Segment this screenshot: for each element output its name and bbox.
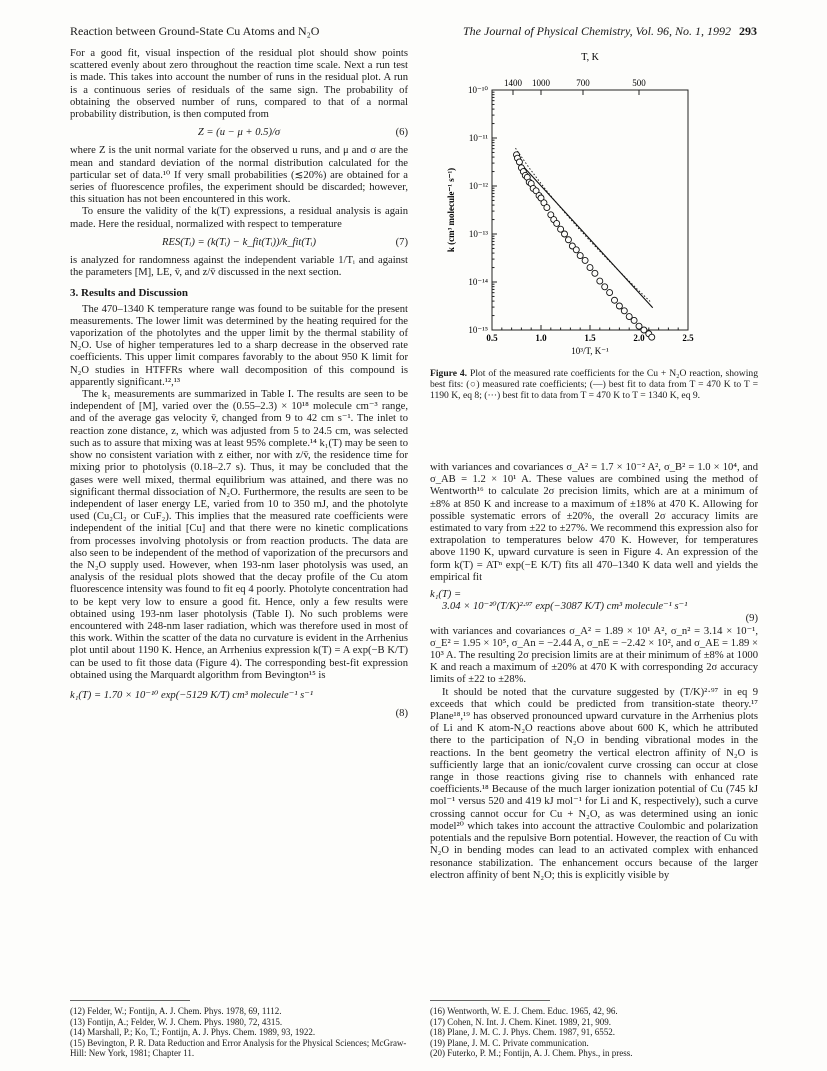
equation-lhs: k₁(T) = xyxy=(430,589,462,601)
running-header-right xyxy=(463,24,757,39)
top-tick-label: 1000 xyxy=(532,78,550,88)
paragraph: with variances and covariances σ_A² = 1.7 × 10⁻² A², σ_B² = 1.0 × 10⁴, and σ_AB = 1.2 × 10¹ A. These values are combined using the method of Wentworth¹⁶ to calculate 2σ precision limits, which are at a minimum of ±8% at 850 K and increase to a maximum of ±18% at 470 K. Allowing for possible systematic errors of ±20%, the overall 2σ accuracy limits are estimated to vary from ±22 to ±27%. We recommend this expression also for extrapolation to temperatures below 470 K. However, for temperatures above 1190 K, upward curvature is seen in Figure 4. An expression of the form k(T) = ATⁿ exp(−E K/T) fits all 470–1340 K data well and yields the empirical fit xyxy=(430,462,758,583)
x-tick-label: 2.0 xyxy=(633,333,645,343)
reference-item: (14) Marshall, P.; Ko, T.; Fontijn, A. J. Phys. Chem. 1989, 93, 1922. xyxy=(70,1027,316,1037)
y-tick-label: 10⁻¹³ xyxy=(468,229,488,239)
equation-body: Z = (u − μ + 0.5)/σ xyxy=(197,127,281,139)
data-point xyxy=(612,297,618,303)
reference-item: (18) Plane, J. M. C. J. Phys. Chem. 1987, 91, 6552. xyxy=(430,1027,616,1037)
y-tick-label: 10⁻¹⁰ xyxy=(467,85,488,95)
x-tick-label: 1.5 xyxy=(584,333,596,343)
equation-number: (9) xyxy=(745,613,758,625)
plot-frame xyxy=(492,90,688,330)
data-point xyxy=(516,159,522,165)
top-tick-label: 500 xyxy=(632,78,646,88)
x-tick-label: 1.0 xyxy=(535,333,547,343)
caption-label: Figure 4. xyxy=(430,368,468,379)
y-tick-label: 10⁻¹² xyxy=(468,181,488,191)
references-right xyxy=(430,1006,758,1059)
data-point xyxy=(573,247,579,253)
paragraph: For a good fit, visual inspection of the residual plot should show points scattered evenly about zero throughout the reaction time scale. Next a run test is made. This takes into account the number of runs in the residual plot. A run is a continuous series of residuals of the same sign. The probability of obtaining the observed number of runs, compared to that of a normal probability distribution, is then computed from xyxy=(70,48,408,121)
reference-item: (13) Fontijn, A.; Felder, W. J. Chem. Phys. 1980, 72, 4315. xyxy=(70,1016,283,1027)
caption-text: Plot of the measured rate coefficients for the Cu + N₂O reaction, showing best fits: (○) measured rate coefficients; (—) best fit to data from T = 470 K to T = 1190 K, eq 8; (···) best fit to data from T = 470 K to T = 1340 K, eq 9. xyxy=(430,368,758,401)
y-tick-label: 10⁻¹¹ xyxy=(468,133,488,143)
paragraph: The k₁ measurements are summarized in Table I. The results are seen to be independent of [M], varied over the (0.55–2.3) × 10¹⁸ molecule cm⁻³ range, and of the average gas velocity v̄, changed from 9 to 42 cm s⁻¹. The inlet to reaction zone distance, z, which was adjusted from 5 to 24.5 cm, was selected such as to assure that mixing was at least 95% complete.¹⁴ k₁(T) may be seen to show no consistent variation with z either, nor with z/v̄, the residence time for mixing prior to photolysis (0.18–2.7 s). Thus, it may be concluded that the gases were well mixed, thermal equilibrium was attained, and there was no significant thermal dissociation of N₂O. Furthermore, the results are seen to be independent of laser energy LE, varied from 10 to 350 mJ, and the photolyte used (Cu₂Cl₂ or CuF₂). This implies that the measured rate coefficients were independent of the initial [Cu] and that there were no kinetic complications from processes involving photolysis or from reaction products. The data are also seen to be independent of the method of vaporization of the precursors and the N₂O supply used. However, when 193-nm laser photolysis was used, an analysis of the residual plots showed that the decay profile of the Cu atom fluorescence intensity was found to fit eq 4 poorly. Photolyte concentration had to be kept very low to ensure a good fit. Hence, only a few results were obtained using 193-nm laser photolysis (Table I). No such problems were encountered with 248-nm laser radiation, which was therefore used in most of this work. Within the scatter of the data no curvature is evident in the Arrhenius plot until about 1190 K. Hence, an Arrhenius expression k(T) = A exp(−B K/T) can be used to fit those data (Figure 4). The corresponding best-fit expression obtained using the Marquardt algorithm from Bevington¹⁵ is xyxy=(70,389,408,681)
equation-8 xyxy=(70,690,408,702)
equation-body: k₁(T) = 1.70 × 10⁻¹⁰ exp(−5129 K/T) cm³ molecule⁻¹ s⁻¹ xyxy=(70,689,314,701)
data-point xyxy=(565,237,571,243)
equation-number: (8) xyxy=(395,708,408,720)
x-tick-label: 2.5 xyxy=(682,333,694,343)
data-point xyxy=(607,290,613,296)
page-number: 293 xyxy=(739,24,757,38)
equation-9 xyxy=(430,589,758,626)
equation-6 xyxy=(70,127,408,139)
footnote-rule-right xyxy=(430,1000,550,1001)
data-point xyxy=(592,270,598,276)
reference-item: (19) Plane, J. M. C. Private communication. xyxy=(430,1037,589,1048)
footnote-rule-left xyxy=(70,1000,190,1001)
data-point xyxy=(602,284,608,290)
equation-number: (6) xyxy=(395,127,408,139)
top-axis-title: T, K xyxy=(581,52,599,63)
paragraph: The 470–1340 K temperature range was found to be suitable for the present measurements. The lower limit was determined by the heating required for the vaporization of the photolytes and the upper limit by the thermal stability of N₂O. Use of higher temperatures led to a sharp decrease in the observed rate coefficients. This upper limit compares favorably to the about 950 K limit for N₂O studies in HTFFRs where wall decomposition of this compound is apparently significant.¹²,¹³ xyxy=(70,303,408,388)
y-tick-label: 10⁻¹⁴ xyxy=(468,277,488,287)
references-left xyxy=(70,1006,408,1059)
fit-line-eq8 xyxy=(516,158,653,308)
top-tick-label: 1400 xyxy=(504,78,522,88)
data-point xyxy=(562,231,568,237)
arrhenius-plot xyxy=(430,48,758,356)
equation-number: (7) xyxy=(395,236,408,248)
right-column xyxy=(430,462,758,882)
data-point xyxy=(582,257,588,263)
data-point xyxy=(649,334,655,340)
data-point xyxy=(577,253,583,259)
paragraph: is analyzed for randomness against the independent variable 1/Tᵢ and against the parameters [M], LE, v̄, and z/v̄ discussed in the next section. xyxy=(70,255,408,279)
x-tick-label: 0.5 xyxy=(486,333,498,343)
journal-citation: The Journal of Physical Chemistry, Vol. 96, No. 1, 1992 xyxy=(463,24,731,38)
equation-body: RES(Tᵢ) = (k(Tᵢ) − k_fit(Tᵢ))/k_fit(Tᵢ) xyxy=(162,236,316,248)
figure-caption xyxy=(430,368,758,401)
data-point xyxy=(616,303,622,309)
top-tick-label: 700 xyxy=(576,78,590,88)
data-point xyxy=(621,308,627,314)
figure-4 xyxy=(430,48,758,356)
reference-item: (17) Cohen, N. Int. J. Chem. Kinet. 1989, 21, 909. xyxy=(430,1016,611,1027)
reference-item: (12) Felder, W.; Fontijn, A. J. Chem. Phys. 1978, 69, 1112. xyxy=(70,1006,282,1016)
paragraph: It should be noted that the curvature suggested by (T/K)²·⁹⁷ in eq 9 exceeds that which could be predicted from transition-state theory.¹⁷ Plane¹⁸,¹⁹ has observed pronounced upward curvature in the Arrhenius plots of Li and K atom-N₂O reactions above about 600 K, which he attributed there to the participation of N₂O in bending vibrational modes in the reactions. In the bent geometry the vertical electron affinity of N₂O is sufficiently large that an ionic/covalent curve crossing can occur at close range in those reactions giving rise to channels with enhanced rate coefficients.¹⁸ Because of the much larger ionization potential of Cu (745 kJ mol⁻¹ versus 520 and 419 kJ mol⁻¹ for Li and K, respectively), such a curve crossing cannot occur for Cu + N₂O, as was determined using an ionic model²⁰ which takes into account the attractive Coulombic and polarization potentials and the repulsive Born potential. However, the reaction of Cu with N₂O in bending modes can lead to an activated complex with enhanced resonance stabilization. The enhancement occurs because of the larger electron affinity of bent N₂O; this is explicitly visible by xyxy=(430,686,758,881)
equation-body: 3.04 × 10⁻²⁰(T/K)²·⁹⁷ exp(−3087 K/T) cm³ molecule⁻¹ s⁻¹ xyxy=(442,601,688,613)
paragraph: To ensure the validity of the k(T) expressions, a residual analysis is again made. Here the residual, normalized with respect to temperature xyxy=(70,206,408,230)
data-point xyxy=(631,317,637,323)
section-heading: 3. Results and Discussion xyxy=(70,287,188,300)
data-point xyxy=(587,265,593,271)
reference-item: (16) Wentworth, W. E. J. Chem. Educ. 1965, 42, 96. xyxy=(430,1006,618,1016)
equation-7 xyxy=(70,237,408,249)
paragraph: with variances and covariances σ_A² = 1.89 × 10¹ A², σ_n² = 3.14 × 10⁻¹, σ_E² = 1.95 × 10⁵, σ_An = −2.44 A, σ_nE = −2.42 × 10², and σ_AE = 1.89 × 10³ A. The resulting 2σ precision limits are at their minimum of ±8% at 1000 K and reach a maximum of ±20% at 470 K with corresponding 2σ accuracy limits of ±22 to ±28%. xyxy=(430,625,758,686)
left-column xyxy=(70,48,408,720)
data-point xyxy=(544,205,550,211)
data-point xyxy=(554,220,560,226)
y-axis-label: k (cm³ molecule⁻¹ s⁻¹) xyxy=(446,167,456,253)
running-header-left: Reaction between Ground-State Cu Atoms and N₂O xyxy=(70,24,320,38)
y-tick-label: 10⁻¹⁵ xyxy=(468,325,488,335)
data-point xyxy=(597,278,603,284)
fit-curve-eq9 xyxy=(516,148,651,302)
reference-item: (20) Futerko, P. M.; Fontijn, A. J. Chem. Phys., in press. xyxy=(430,1048,633,1058)
x-axis-label: 10³/T, K⁻¹ xyxy=(571,346,609,356)
reference-item: (15) Bevington, P. R. Data Reduction and Error Analysis for the Physical Sciences; McGraw-Hill: New York, 1981; Chapter 11. xyxy=(70,1037,407,1058)
paragraph: where Z is the unit normal variate for the observed u runs, and μ and σ are the mean and standard deviation of the normal distribution calculated for the particular set of data.¹⁰ If very small probabilities (≲20%) are obtained for a series of fluorescence profiles, the experiment should be discarded; however, this situation has not been encountered in this work. xyxy=(70,145,408,206)
